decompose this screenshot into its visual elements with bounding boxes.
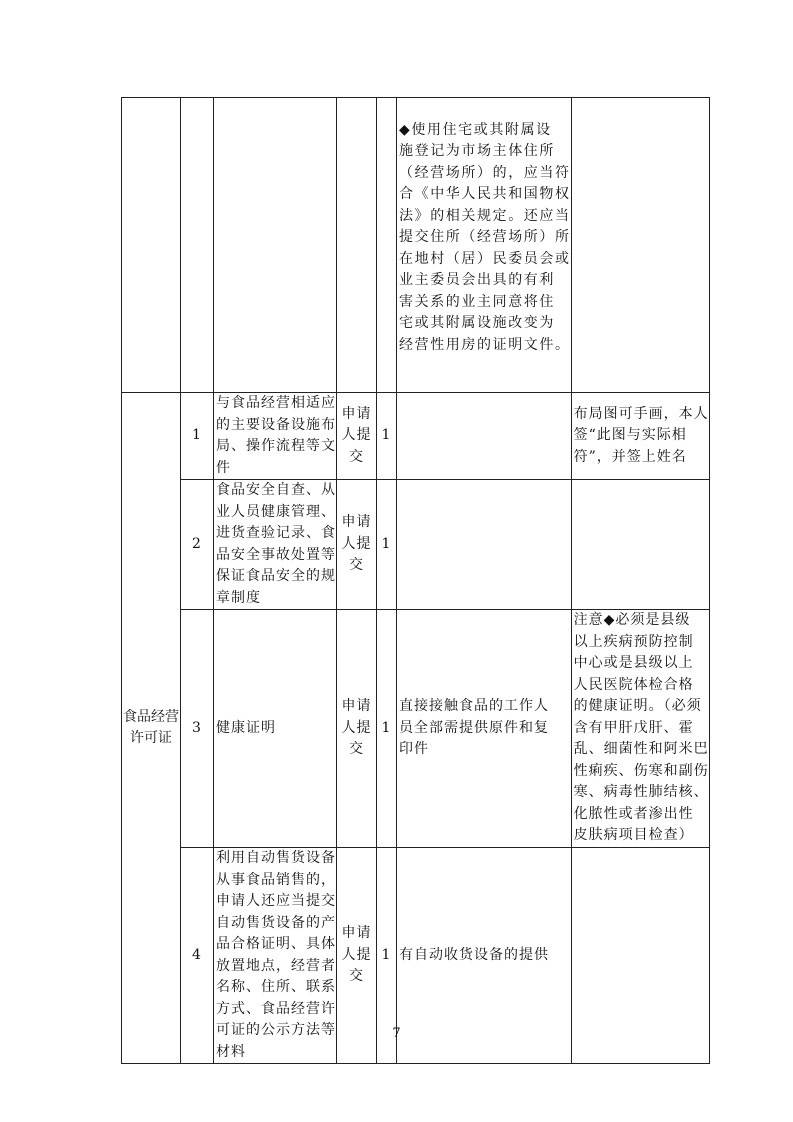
page-number: 7 — [392, 1026, 401, 1041]
category-cell — [122, 98, 181, 393]
table-row — [122, 610, 710, 848]
requirement-cell — [397, 393, 572, 480]
no-cell: 1 — [181, 393, 214, 480]
requirement-cell: 直接接触食品的工作人 员全部需提供原件和复 印件 — [397, 610, 572, 848]
note-cell — [571, 480, 709, 610]
no-cell: 4 — [181, 848, 214, 1064]
count-cell — [377, 98, 397, 393]
note-cell — [571, 98, 709, 393]
material-cell: 与食品经营相适应 的主要设备设施布 局、操作流程等文 件 — [214, 393, 337, 480]
no-cell: 2 — [181, 480, 214, 610]
source-cell — [337, 98, 377, 393]
note-cell: 布局图可手画，本人 签“此图与实际相 符”，并签上姓名 — [571, 393, 709, 480]
table-row — [122, 480, 710, 610]
source-cell: 申请 人提 交 — [337, 393, 377, 480]
material-cell — [214, 98, 337, 393]
count-cell: 1 — [377, 480, 397, 610]
material-cell: 健康证明 — [214, 610, 337, 848]
materials-table — [121, 97, 710, 1064]
no-cell: 3 — [181, 610, 214, 848]
requirement-cell: ◆使用住宅或其附属设 施登记为市场主体住所 （经营场所）的，应当符 合《中华人民共和国物权 法》的相关规定。还应当 提交住所（经营场所）所 在地村（居）民委员会或 业主委员会出具的有利 害关系的业主同意将住 宅或其附属设施改变为 经营性用房的证明文件。 — [397, 98, 572, 393]
source-cell: 申请 人提 交 — [337, 480, 377, 610]
note-cell: 注意◆必须是县级 以上疾病预防控制 中心或是县级以上 人民医院体检合格 的健康证明。（必须 含有甲肝戊肝、霍 乱、细菌性和阿米巴 性痢疾、伤寒和副伤 寒、病毒性肺结核、 化脓性或者渗出性 皮肤病项目检查） — [571, 610, 709, 848]
table-row — [122, 393, 710, 480]
no-cell — [181, 98, 214, 393]
count-cell: 1 — [377, 610, 397, 848]
requirement-cell: 有自动收货设备的提供 — [397, 848, 572, 1064]
source-cell: 申请 人提 交 — [337, 848, 377, 1064]
requirement-cell — [397, 480, 572, 610]
material-cell: 食品安全自查、从 业人员健康管理、 进货查验记录、食 品安全事故处置等 保证食品安全的规 章制度 — [214, 480, 337, 610]
table-row — [122, 98, 710, 393]
count-cell: 1 — [377, 393, 397, 480]
material-cell: 利用自动售货设备 从事食品销售的， 申请人还应当提交 自动售货设备的产 品合格证明、具体 放置地点，经营者 名称、住所、联系 方式、食品经营许 可证的公示方法等 材料 — [214, 848, 337, 1064]
count-cell: 1 — [377, 848, 397, 1064]
category-cell: 食品经营 许可证 — [122, 393, 181, 1064]
source-cell: 申请 人提 交 — [337, 610, 377, 848]
